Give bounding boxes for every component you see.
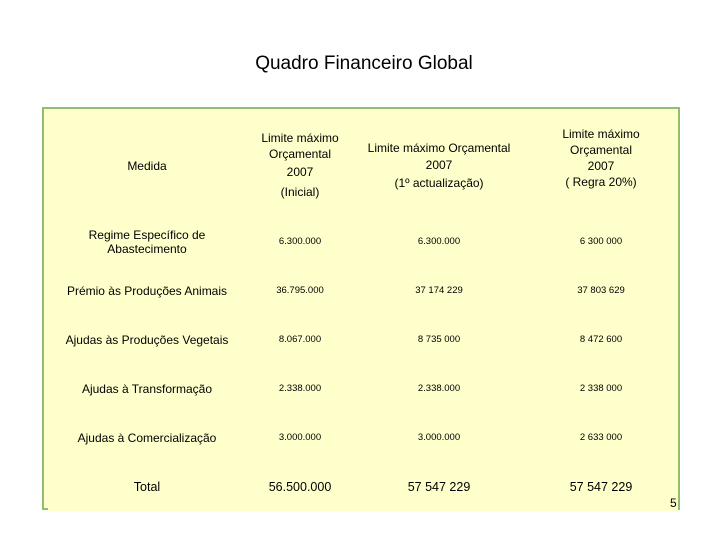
row-label: Regime Específico de Abastecimento <box>88 227 206 256</box>
cell-inicial: 2.338.000 <box>278 383 322 394</box>
table-header-row <box>48 113 678 217</box>
cell-inicial: 56.500.000 <box>268 479 332 494</box>
header-line: (1º actualização) <box>394 175 484 190</box>
header-line: Orçamental <box>268 147 332 161</box>
cell-actualizacao: 6.300.000 <box>417 236 461 247</box>
table-row <box>48 266 678 315</box>
cell-regra: 37 803 629 <box>577 285 625 296</box>
header-line: Orçamental <box>569 143 633 157</box>
header-line: 2007 <box>286 165 314 179</box>
row-label: Total <box>133 479 161 494</box>
header-line: ( Regra 20%) <box>565 175 637 189</box>
row-label: Prémio às Produções Animais <box>66 283 228 298</box>
cell-inicial: 6.300.000 <box>278 236 322 247</box>
cell-regra: 2 633 000 <box>579 432 623 443</box>
row-label: Ajudas à Transformação <box>81 381 213 396</box>
page-number: 5 <box>670 496 677 510</box>
table-row <box>48 315 678 364</box>
cell-inicial: 36.795.000 <box>276 285 324 296</box>
cell-actualizacao: 57 547 229 <box>407 479 471 494</box>
cell-inicial: 3.000.000 <box>278 432 322 443</box>
header-line: (Inicial) <box>280 185 320 199</box>
row-label: Ajudas à Comercialização <box>77 430 217 445</box>
cell-regra: 6 300 000 <box>579 236 623 247</box>
table-row-total <box>48 462 678 511</box>
header-medida <box>48 113 246 217</box>
slide-title: Quadro Financeiro Global <box>255 53 473 74</box>
header-limite-regra <box>524 113 678 217</box>
cell-inicial: 8.067.000 <box>278 334 322 345</box>
cell-actualizacao: 2.338.000 <box>417 383 461 394</box>
cell-actualizacao: 37 174 229 <box>415 285 463 296</box>
table-row <box>48 364 678 413</box>
header-limite-inicial <box>246 113 354 217</box>
header-medida-text: Medida <box>127 159 167 173</box>
cell-regra: 57 547 229 <box>569 479 633 494</box>
header-line: Limite máximo <box>261 131 339 145</box>
table-row <box>48 413 678 462</box>
header-line: 2007 <box>587 159 615 173</box>
table-row <box>48 217 678 266</box>
cell-actualizacao: 8 735 000 <box>417 334 461 345</box>
cell-actualizacao: 3.000.000 <box>417 432 461 443</box>
cell-regra: 2 338 000 <box>579 383 623 394</box>
cell-regra: 8 472 600 <box>579 334 623 345</box>
header-line: Limite máximo <box>562 127 640 141</box>
header-line: 2007 <box>425 157 453 172</box>
header-limite-actualizacao <box>354 113 524 217</box>
header-line: Limite máximo Orçamental <box>367 140 511 155</box>
financial-table <box>48 113 678 511</box>
row-label: Ajudas às Produções Vegetais <box>65 332 229 347</box>
